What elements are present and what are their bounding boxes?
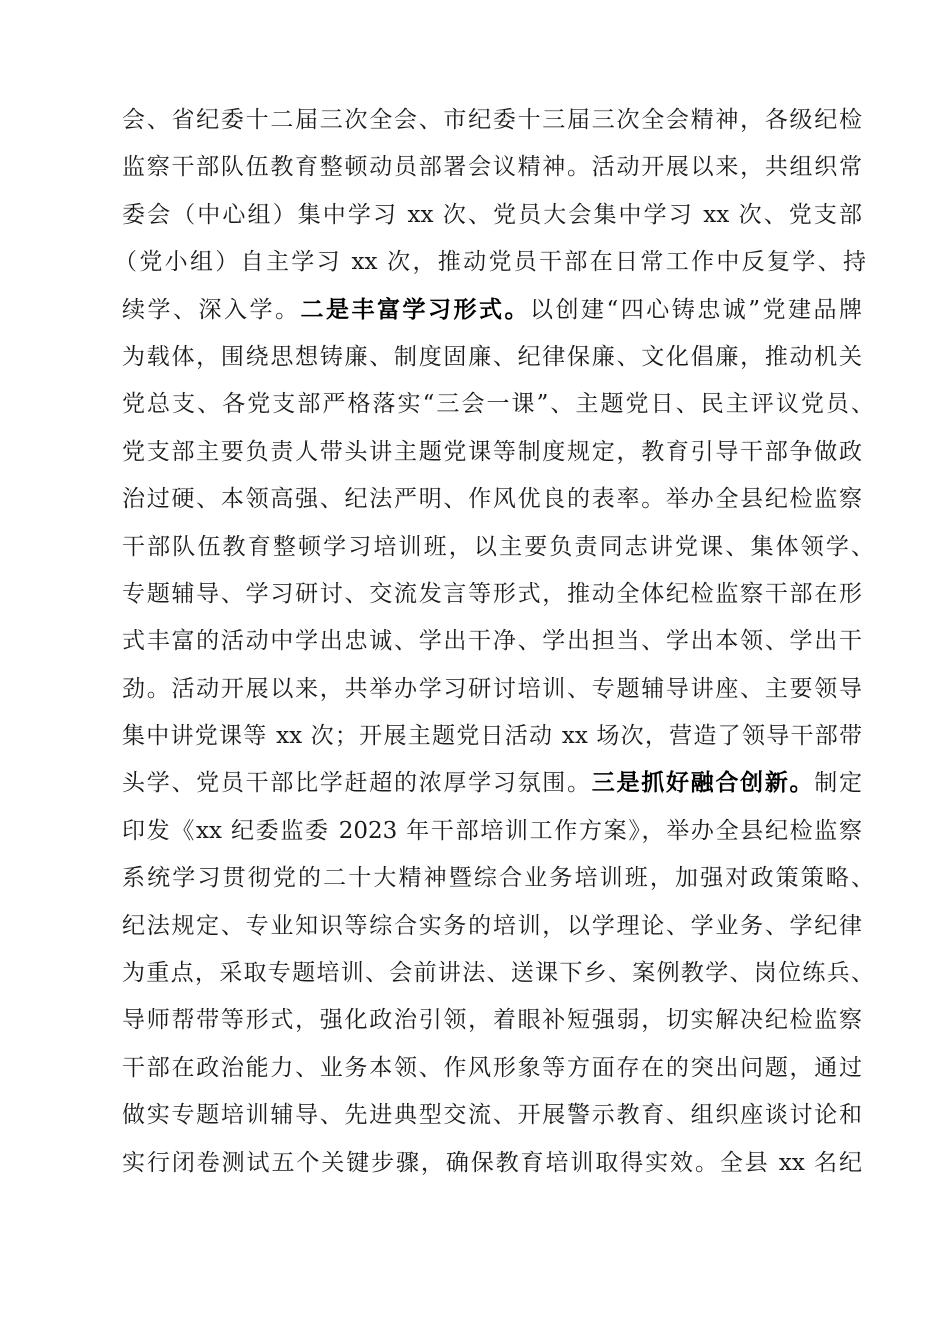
text-line: 为载体，围绕思想铸廉、制度固廉、纪律保廉、文化倡廉，推动机关 bbox=[122, 343, 862, 370]
text-line: 印发《xx 纪委监委 2023 年干部培训工作方案》，举办全县纪检监察 bbox=[122, 817, 862, 844]
body-paragraph bbox=[114, 97, 874, 1187]
text-line: 委会（中心组）集中学习 xx 次、党员大会集中学习 xx 次、党支部 bbox=[122, 201, 862, 228]
text-line: 专题辅导、学习研讨、交流发言等形式，推动全体纪检监察干部在形 bbox=[122, 580, 862, 607]
text-line: 劲。活动开展以来，共举办学习研讨培训、专题辅导讲座、主要领导 bbox=[122, 675, 862, 702]
text-line: 干部队伍教育整顿学习培训班，以主要负责同志讲党课、集体领学、 bbox=[122, 533, 874, 560]
text-line: 头学、党员干部比学赶超的浓厚学习氛围。三是抓好融合创新。制定 bbox=[122, 770, 863, 797]
text-line: （党小组）自主学习 xx 次，推动党员干部在日常工作中反复学、持 bbox=[114, 249, 866, 276]
section-heading-3: 三是抓好融合创新。 bbox=[591, 770, 815, 797]
section-heading-2: 二是丰富学习形式。 bbox=[300, 296, 530, 323]
text-line: 会、省纪委十二届三次全会、市纪委十三届三次全会精神，各级纪检 bbox=[122, 107, 862, 133]
text-line: 续学、深入学。二是丰富学习形式。以创建“四心铸忠诚”党建品牌 bbox=[122, 296, 863, 323]
text-line: 式丰富的活动中学出忠诚、学出干净、学出担当、学出本领、学出干 bbox=[122, 628, 862, 655]
text-line: 党支部主要负责人带头讲主题党课等制度规定，教育引导干部争做政 bbox=[122, 438, 862, 465]
text-line: 干部在政治能力、业务本领、作风形象等方面存在的突出问题，通过 bbox=[122, 1054, 862, 1081]
text-line: 系统学习贯彻党的二十大精神暨综合业务培训班，加强对政策策略、 bbox=[122, 865, 874, 892]
text-line: 做实专题培训辅导、先进典型交流、开展警示教育、组织座谈讨论和 bbox=[122, 1102, 862, 1129]
text-line: 实行闭卷测试五个关键步骤，确保教育培训取得实效。全县 xx 名纪 bbox=[122, 1149, 862, 1176]
text-line: 为重点，采取专题培训、会前讲法、送课下乡、案例教学、岗位练兵、 bbox=[122, 960, 874, 987]
text-line: 监察干部队伍教育整顿动员部署会议精神。活动开展以来，共组织常 bbox=[122, 154, 862, 181]
text-line: 治过硬、本领高强、纪法严明、作风优良的表率。举办全县纪检监察 bbox=[122, 486, 862, 513]
text-line: 集中讲党课等 xx 次；开展主题党日活动 xx 场次，营造了领导干部带 bbox=[122, 723, 862, 750]
text-line: 党总支、各党支部严格落实“三会一课”、主题党日、民主评议党员、 bbox=[122, 391, 874, 418]
text-line: 纪法规定、专业知识等综合实务的培训，以学理论、学业务、学纪律 bbox=[122, 912, 862, 939]
text-line: 导师帮带等形式，强化政治引领，着眼补短强弱，切实解决纪检监察 bbox=[122, 1007, 862, 1034]
